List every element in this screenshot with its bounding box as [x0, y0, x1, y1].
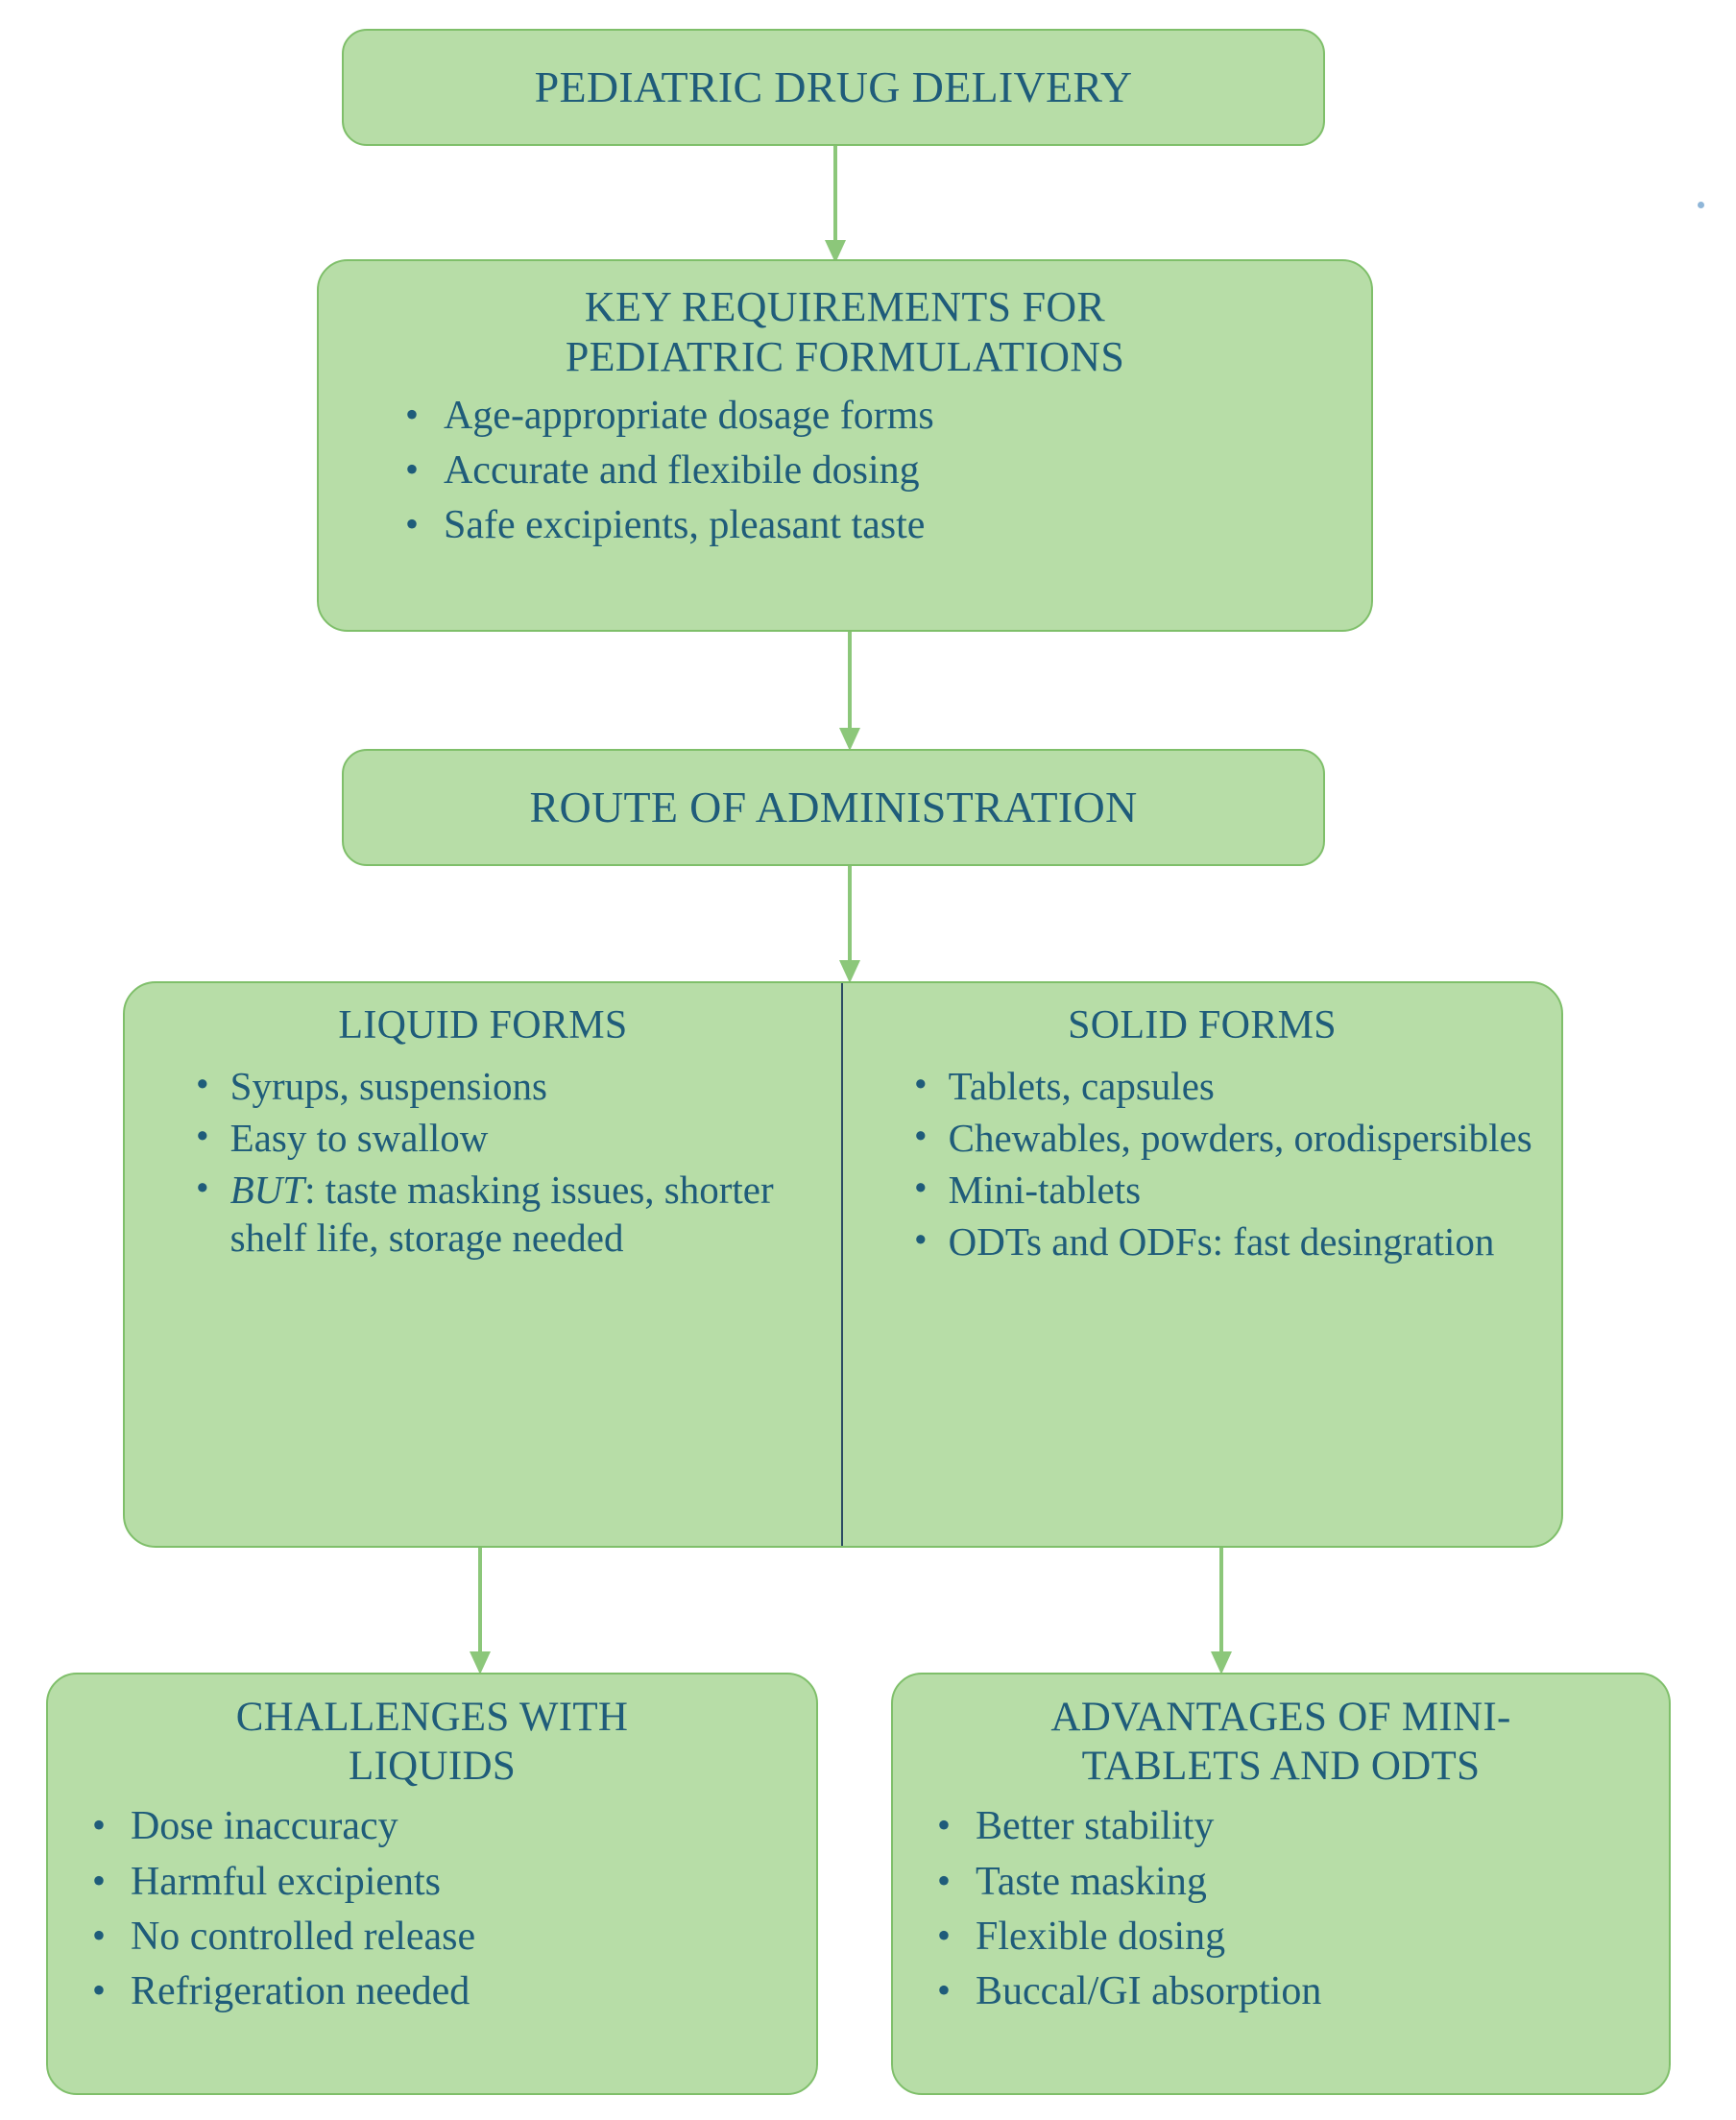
- arrow-solid-to-advantages: [1193, 1546, 1250, 1676]
- node-pediatric-drug-delivery[interactable]: [342, 29, 1325, 146]
- list-item: • Syrups, suspensions: [196, 1063, 547, 1108]
- node-challenges-with-liquids[interactable]: [46, 1673, 818, 2095]
- node-liquid-forms[interactable]: [125, 983, 843, 1546]
- arrow-route-to-forms: [821, 864, 879, 985]
- list-item: • Safe excipients, pleasant taste: [405, 502, 926, 548]
- node-key-requirements[interactable]: [317, 259, 1373, 632]
- node-dosage-forms[interactable]: [123, 981, 1563, 1548]
- list-item: • Chewables, powders, orodispersibles: [914, 1115, 1532, 1160]
- node-route-of-administration[interactable]: [342, 749, 1325, 866]
- list-item: • Better stability: [937, 1803, 1215, 1849]
- bullet-list-liquid-forms: [150, 1062, 816, 1265]
- bullet-list-key-requirements: [348, 392, 1342, 557]
- bullet-dot-icon: •: [405, 392, 419, 436]
- node-title-pediatric-drug-delivery: PEDIATRIC DRUG DELIVERY: [534, 61, 1133, 111]
- bullet-dot-icon: •: [914, 1063, 928, 1105]
- bullet-dot-icon: •: [92, 1858, 106, 1902]
- node-title-liquid-forms: LIQUID FORMS: [338, 1003, 628, 1048]
- bullet-dot-icon: •: [914, 1167, 928, 1209]
- list-item: • Refrigeration needed: [92, 1968, 470, 2014]
- list-item: • ODTs and ODFs: fast desingration: [914, 1218, 1495, 1264]
- node-title-key-requirements-line2: PEDIATRIC FORMULATIONS: [565, 332, 1125, 380]
- bullet-dot-icon: •: [914, 1218, 928, 1261]
- list-item: • No controlled release: [92, 1913, 476, 1959]
- list-item: • Harmful excipients: [92, 1858, 442, 1904]
- list-item: • Accurate and flexibile dosing: [405, 447, 920, 494]
- list-item: • Dose inaccuracy: [92, 1803, 398, 1849]
- bullet-dot-icon: •: [92, 1968, 106, 2012]
- node-title-challenges-line1: CHALLENGES WITH: [235, 1695, 629, 1740]
- bullet-dot-icon: •: [937, 1803, 951, 1847]
- bullet-list-challenges: [65, 1802, 799, 2022]
- node-title-challenges-line2: LIQUIDS: [348, 1743, 517, 1789]
- node-advantages-mini-tablets-odts[interactable]: [891, 1673, 1671, 2095]
- liquid-forms-but-text: BUT: taste masking issues, shorter shelf life, storage needed: [229, 1167, 774, 1260]
- list-item: [196, 1166, 816, 1262]
- list-item: • Easy to swallow: [196, 1115, 489, 1160]
- node-title-route-of-administration: ROUTE OF ADMINISTRATION: [529, 782, 1138, 831]
- node-solid-forms[interactable]: [843, 983, 1561, 1546]
- list-item: • Buccal/GI absorption: [937, 1968, 1322, 2014]
- bullet-dot-icon: •: [196, 1063, 209, 1105]
- bullet-dot-icon: •: [405, 447, 419, 492]
- decorative-speck: [1698, 202, 1704, 208]
- bullet-dot-icon: •: [937, 1858, 951, 1902]
- arrow-liquid-to-challenges: [451, 1546, 509, 1676]
- list-item: • Age-appropriate dosage forms: [405, 392, 934, 438]
- bullet-dot-icon: •: [937, 1913, 951, 1957]
- node-title-advantages-line2: TABLETS AND ODTS: [1081, 1743, 1481, 1789]
- list-item: • Flexible dosing: [937, 1913, 1226, 1959]
- bullet-list-solid-forms: [868, 1062, 1536, 1269]
- bullet-dot-icon: •: [914, 1115, 928, 1157]
- arrow-title-to-key-requirements: [807, 144, 864, 265]
- bullet-dot-icon: •: [405, 502, 419, 546]
- bullet-dot-icon: •: [92, 1803, 106, 1847]
- bullet-list-advantages: [910, 1802, 1652, 2022]
- bullet-dot-icon: •: [196, 1115, 209, 1157]
- list-item: • Taste masking: [937, 1858, 1207, 1904]
- bullet-dot-icon: •: [937, 1968, 951, 2012]
- node-title-key-requirements-line1: KEY REQUIREMENTS FOR: [584, 283, 1106, 330]
- arrow-key-requirements-to-route: [821, 630, 879, 753]
- node-title-advantages-line1: ADVANTAGES OF MINI-: [1050, 1695, 1511, 1740]
- bullet-dot-icon: •: [92, 1913, 106, 1957]
- node-title-solid-forms: SOLID FORMS: [1068, 1003, 1337, 1048]
- list-item: • Mini-tablets: [914, 1167, 1142, 1212]
- bullet-dot-icon: •: [196, 1167, 209, 1209]
- list-item: • Tablets, capsules: [914, 1063, 1215, 1108]
